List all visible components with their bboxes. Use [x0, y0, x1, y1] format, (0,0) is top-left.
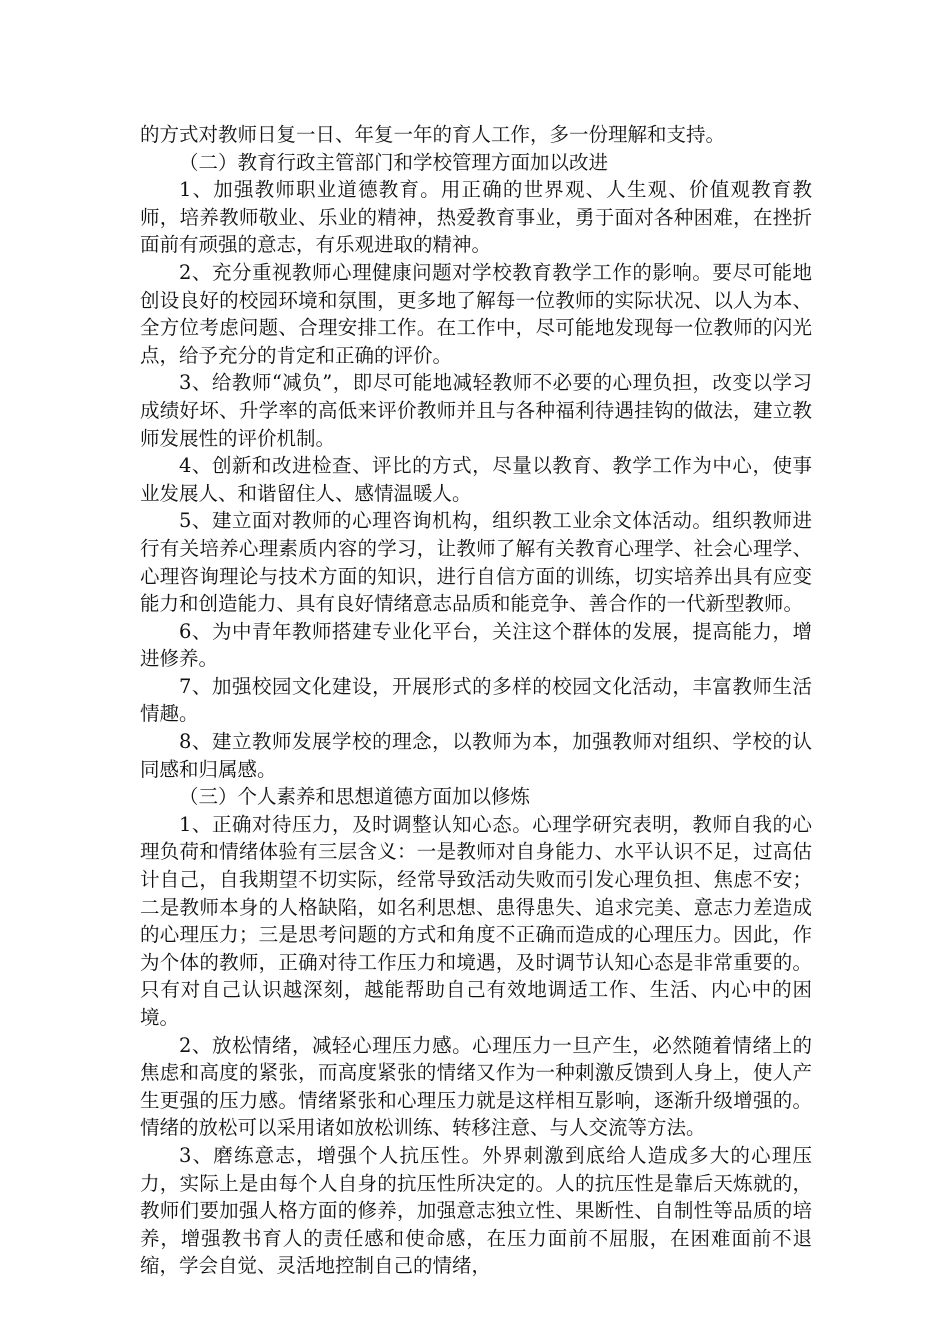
section-heading-2: （二）教育行政主管部门和学校管理方面加以改进 [179, 150, 609, 174]
paragraph-item-8: 8、建立教师发展学校的理念，以教师为本，加强教师对组织、学校的认同感和归属感。 [140, 730, 812, 781]
paragraph-continuation: 的方式对教师日复一日、年复一年的育人工作，多一份理解和支持。 [140, 123, 726, 146]
paragraph-personal-2: 2、放松情绪，减轻心理压力感。心理压力一旦产生，必然随着情绪上的焦虑和高度的紧张，而高度紧张的情绪又作为一种刺激反馈到人身上，使人产生更强的压力感。情绪紧张和心理压力就是这样相互影响，逐渐升级增强的。情绪的放松可以采用诸如放松训练、转移注意、与人交流等方法。 [140, 1033, 812, 1140]
paragraph-item-1: 1、加强教师职业道德教育。用正确的世界观、人生观、价值观教育教师，培养教师敬业、乐业的精神，热爱教育事业，勇于面对各种困难，在挫折面前有顽强的意志，有乐观进取的精神。 [140, 178, 812, 257]
paragraph-item-3: 3、给教师“减负”，即尽可能地减轻教师不必要的心理负担，改变以学习成绩好坏、升学率的高低来评价教师并且与各种福利待遇挂钩的做法，建立教师发展性的评价机制。 [140, 371, 812, 450]
paragraph-item-5: 5、建立面对教师的心理咨询机构，组织教工业余文体活动。组织教师进行有关培养心理素质内容的学习，让教师了解有关教育心理学、社会心理学、心理咨询理论与技术方面的知识，进行自信方面的训练，切实培养出具有应变能力和创造能力、具有良好情绪意志品质和能竞争、善合作的一代新型教师。 [140, 509, 812, 616]
paragraph-item-4: 4、创新和改进检查、评比的方式，尽量以教育、教学工作为中心，使事业发展人、和谐留住人、感情温暖人。 [140, 454, 812, 505]
section-heading-3: （三）个人素养和思想道德方面加以修炼 [179, 785, 531, 809]
paragraph-item-2: 2、充分重视教师心理健康问题对学校教育教学工作的影响。要尽可能地创设良好的校园环境和氛围，更多地了解每一位教师的实际状况、以人为本、全方位考虑问题、合理安排工作。在工作中，尽可能地发现每一位教师的闪光点，给予充分的肯定和正确的评价。 [140, 260, 812, 367]
paragraph-personal-1: 1、正确对待压力，及时调整认知心态。心理学研究表明，教师自我的心理负荷和情绪体验有三层含义：一是教师对自身能力、水平认识不足，过高估计自己，自我期望不切实际，经常导致活动失败而引发心理负担、焦虑不安；二是教师本身的人格缺陷，如名利思想、患得患失、追求完美、意志力差造成的心理压力；三是思考问题的方式和角度不正确而造成的心理压力。因此，作为个体的教师，正确对待工作压力和境遇，及时调节认知心态是非常重要的。只有对自己认识越深刻，越能帮助自己有效地调适工作、生活、内心中的困境。 [140, 812, 812, 1029]
document-page [140, 121, 812, 1280]
paragraph-item-7: 7、加强校园文化建设，开展形式的多样的校园文化活动，丰富教师生活情趣。 [140, 674, 812, 726]
paragraph-item-6: 6、为中青年教师搭建专业化平台，关注这个群体的发展，提高能力，增进修养。 [140, 619, 812, 671]
paragraph-personal-3: 3、磨练意志，增强个人抗压性。外界刺激到底给人造成多大的心理压力，实际上是由每个人自身的抗压性所决定的。人的抗压性是靠后天炼就的，教师们要加强人格方面的修养，加强意志独立性、果断性、自制性等品质的培养，增强教书育人的责任感和使命感，在压力面前不屈服，在困难面前不退缩，学会自觉、灵活地控制自己的情绪， [140, 1143, 812, 1278]
